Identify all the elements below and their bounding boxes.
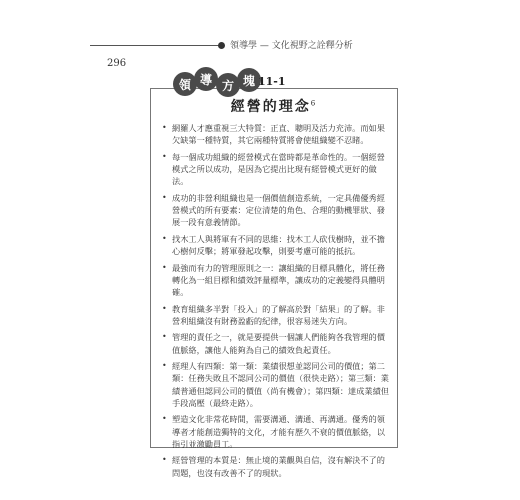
list-item: [162, 262, 392, 299]
list-item: [162, 192, 392, 229]
item-text: 網羅人才應重視三大特質：正直、聰明及活力充沛。而如果欠缺第一種特質，其它兩種特質將會使組織變不忍睹。: [172, 123, 385, 146]
item-text: 經營管理的本質是：無止境的業觀與自信，沒有解決不了的問題，也沒有改善不了的現狀。: [172, 455, 385, 478]
item-text: 每一個成功組織的經營模式在當時都是革命性的。一個經營模式之所以成功，是因為它提出比現有經營模式更好的做法。: [172, 151, 385, 187]
bullet: •: [162, 303, 167, 313]
list-item: [162, 122, 392, 146]
bullet: •: [162, 361, 167, 371]
header-text: 領導學 — 文化視野之詮釋分析: [230, 41, 353, 51]
header-dot: [218, 42, 225, 49]
running-header: [90, 38, 430, 52]
header-rule: [90, 45, 220, 46]
badge-char: 塊: [237, 68, 261, 92]
bullet: •: [162, 262, 167, 272]
page-number: 296: [107, 58, 127, 69]
bullet: •: [162, 151, 167, 161]
box-title: [150, 96, 396, 116]
list-item: [162, 151, 392, 188]
item-text: 成功的非營利組織也是一個價值創造系統，一定具備優秀經營模式的所有要素：定位清楚的角色、合理的動機罪狀、發展一段有意義情節。: [172, 192, 385, 228]
list-item: [162, 233, 392, 257]
item-text: 塑造文化非常花時間，需要溝通、溝通、再溝通。優秀的領導者才能創造獨特的文化，才能有歷久不衰的價值脈絡，以指引並激勵員工。: [172, 414, 385, 449]
list-item: [162, 331, 392, 355]
badge-char: 方: [216, 73, 240, 97]
bullet: •: [162, 123, 167, 132]
list-item: [162, 303, 392, 327]
bullet: •: [162, 192, 167, 202]
list-item: [162, 360, 392, 409]
title-text: 經營的理念: [230, 99, 311, 115]
list-item: [162, 454, 392, 478]
bullet: •: [162, 233, 167, 243]
bullet: •: [162, 455, 167, 465]
item-text: 找木工人與將軍有不同的思維：找木工人砍伐樹時，並不擔心樹何反擊；將軍發起攻擊，則要考慮可能的抵抗。: [172, 233, 385, 256]
section-number: 11-1: [258, 75, 286, 88]
principle-list: [162, 122, 392, 483]
item-text: 經理人有四類：第一類：業績很想並認同公司的價值；第二類：任務失敗且不認同公司的價值（很快走路）；第三類：業績普通但認同公司的價值（尚有機會）；第四類：達成業績但手段高壓（最終走路）。: [172, 361, 389, 408]
item-text: 最強而有力的管理原則之一：讓組織的目標具體化，將任務轉化為一組目標和績效評量標準，讓成功的定義變得具體明確。: [172, 262, 385, 297]
title-footnote: 6: [310, 99, 316, 108]
badge-char: 領: [173, 72, 197, 96]
bullet: •: [162, 414, 167, 424]
badge-char: 導: [194, 67, 218, 91]
bullet: •: [162, 332, 167, 342]
list-item: [162, 413, 392, 450]
item-text: 管理的責任之一，就是要提供一個讓人們能夠各我管理的價值脈絡，讓他人能夠為自己的績效負起責任。: [172, 332, 385, 355]
item-text: 教育組織多半對「投入」的了解高於對「結果」的了解。非營利組織沒有財務盈虧的紀律，很容易迷失方向。: [172, 303, 385, 326]
